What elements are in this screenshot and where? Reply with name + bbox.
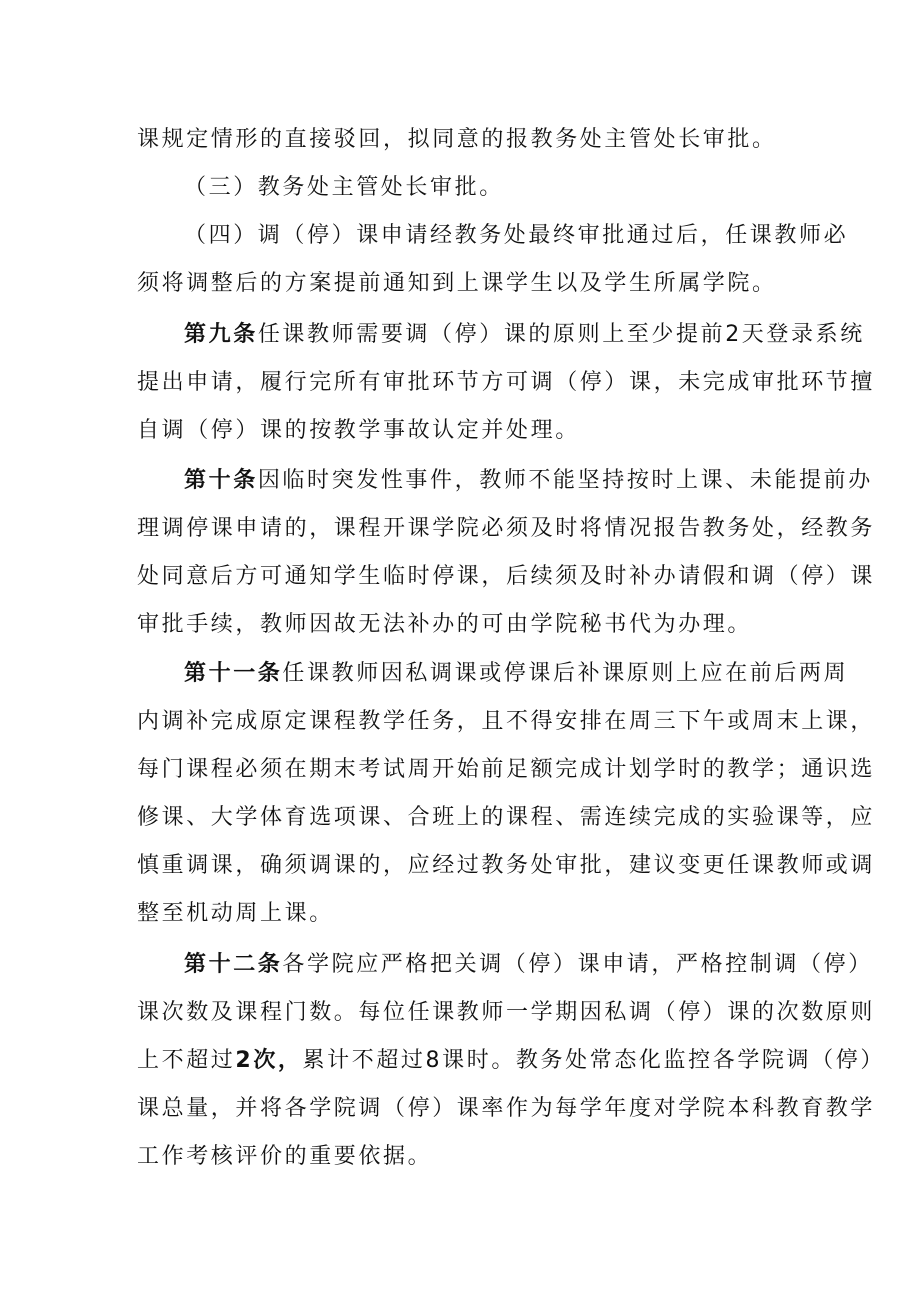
line-text: 因临时突发性事件，教师不能坚持按时上课、未能提前办 xyxy=(257,468,873,493)
text-line xyxy=(0,260,920,308)
text-line xyxy=(0,698,920,746)
text-line xyxy=(0,601,920,649)
article-heading-line xyxy=(0,941,920,989)
line-text: 修课、大学体育选项课、合班上的课程、需连续完成的实验课等，应 xyxy=(137,805,876,830)
line-text: （四）调（停）课申请经教务处最终审批通过后，任课教师必 xyxy=(184,223,849,248)
emphasis-text: 2次， xyxy=(235,1048,303,1073)
text-line xyxy=(0,407,920,455)
line-text: 课总量，并将各学院调（停）课率作为每学年度对学院本科教育教学 xyxy=(137,1096,876,1121)
article-number: 第十条 xyxy=(184,468,258,493)
article-number: 第十二条 xyxy=(184,952,283,977)
article-number: 第九条 xyxy=(184,322,258,347)
text-line xyxy=(0,553,920,601)
text-line xyxy=(0,1085,920,1133)
line-text: 各学院应严格把关调（停）课申请，严格控制调（停） xyxy=(282,952,873,977)
article-number: 第十一条 xyxy=(184,661,283,686)
line-text: 累计不超过8课时。教务处常态化监控各学院调（停） xyxy=(302,1048,885,1073)
article-heading-line xyxy=(0,457,920,505)
text-line xyxy=(0,890,920,938)
text-line xyxy=(0,164,920,212)
line-text: 慎重调课，确须调课的，应经过教务处审批，建议变更任课教师或调 xyxy=(137,853,876,878)
line-text: 课次数及课程门数。每位任课教师一学期因私调（停）课的次数原则 xyxy=(137,1000,876,1025)
line-text: 理调停课申请的，课程开课学院必须及时将情况报告教务处，经教务 xyxy=(137,516,876,541)
text-line xyxy=(0,794,920,842)
text-line xyxy=(0,746,920,794)
line-text: 处同意后方可通知学生临时停课，后续须及时补办请假和调（停）课 xyxy=(137,564,876,589)
text-line xyxy=(0,1133,920,1181)
text-line xyxy=(0,989,920,1037)
line-text: 任课教师因私调课或停课后补课原则上应在前后两周 xyxy=(282,661,849,686)
text-line xyxy=(0,212,920,260)
article-heading-line xyxy=(0,311,920,359)
line-text: 须将调整后的方案提前通知到上课学生以及学生所属学院。 xyxy=(137,271,777,296)
line-text: 工作考核评价的重要依据。 xyxy=(137,1144,433,1169)
article-heading-line xyxy=(0,650,920,698)
line-text: 审批手续，教师因故无法补办的可由学院秘书代为办理。 xyxy=(137,612,753,637)
text-line xyxy=(0,359,920,407)
line-text: （三）教务处主管处长审批。 xyxy=(184,175,504,200)
line-text: 自调（停）课的按教学事故认定并处理。 xyxy=(137,418,580,443)
line-text: 整至机动周上课。 xyxy=(137,901,334,926)
text-line xyxy=(0,116,920,164)
line-text: 提出申请，履行完所有审批环节方可调（停）课，未完成审批环节擅 xyxy=(137,370,876,395)
line-text: 课规定情形的直接驳回，拟同意的报教务处主管处长审批。 xyxy=(137,127,777,152)
line-text: 内调补完成原定课程教学任务，且不得安排在周三下午或周末上课， xyxy=(137,709,876,734)
text-line xyxy=(0,505,920,553)
text-line xyxy=(0,1037,920,1085)
text-line xyxy=(0,842,920,890)
line-text: 上不超过 xyxy=(137,1048,236,1073)
line-text: 任课教师需要调（停）课的原则上至少提前2天登录系统 xyxy=(257,322,865,347)
line-text: 每门课程必须在期末考试周开始前足额完成计划学时的教学；通识选 xyxy=(137,757,876,782)
